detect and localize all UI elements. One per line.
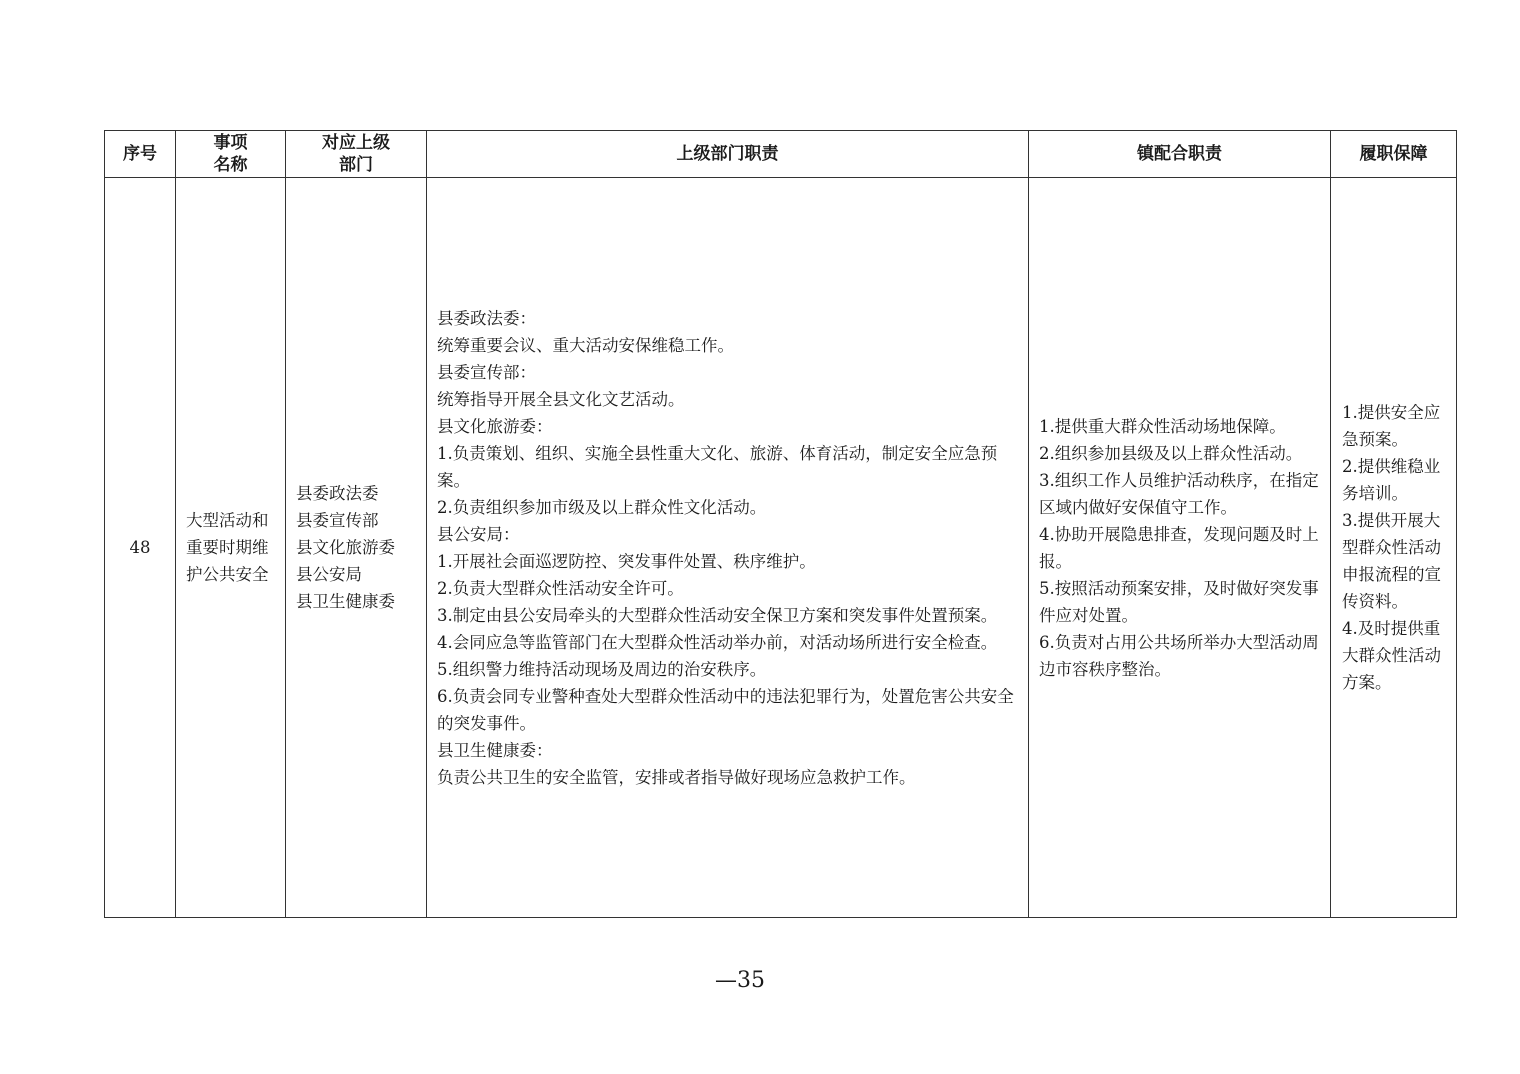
town-duty-line: 4.协助开展隐患排查，发现问题及时上报。 (1039, 524, 1319, 571)
upper-duty-line: 2.负责组织参加市级及以上群众性文化活动。 (437, 497, 767, 517)
duty-table (104, 130, 1457, 918)
cell-departments (286, 178, 427, 918)
header-item-name-line1: 事项 (213, 133, 248, 153)
town-duty-line: 6.负责对占用公共场所举办大型活动周边市容秩序整治。 (1039, 632, 1319, 679)
town-duty-line: 1.提供重大群众性活动场地保障。 (1039, 416, 1286, 436)
upper-duty-line: 统筹指导开展全县文化文艺活动。 (437, 389, 685, 409)
upper-duty-line: 县公安局： (437, 524, 520, 544)
upper-duty-line: 县委宣传部： (437, 362, 536, 382)
upper-duty-line: 县文化旅游委： (437, 416, 553, 436)
department-item: 县委政法委 (296, 484, 379, 503)
town-duty-line: 3.组织工作人员维护活动秩序，在指定区域内做好安保值守工作。 (1039, 470, 1319, 517)
upper-duty-line: 6.负责会同专业警种查处大型群众性活动中的违法犯罪行为，处置危害公共安全的突发事件。 (437, 686, 1014, 733)
department-item: 县卫生健康委 (296, 592, 395, 611)
header-department-line2: 部门 (339, 155, 373, 175)
upper-duty-line: 负责公共卫生的安全监管，安排或者指导做好现场应急救护工作。 (437, 767, 916, 787)
department-item: 县文化旅游委 (296, 538, 395, 557)
upper-duty-line: 2.负责大型群众性活动安全许可。 (437, 578, 684, 598)
upper-duty-line: 1.开展社会面巡逻防控、突发事件处置、秩序维护。 (437, 551, 816, 571)
header-upper-duties: 上级部门职责 (427, 131, 1029, 178)
header-item-name (176, 131, 286, 178)
header-seq: 序号 (105, 131, 176, 178)
department-item: 县公安局 (296, 565, 362, 584)
header-department-line1: 对应上级 (322, 133, 390, 153)
town-duty-line: 5.按照活动预案安排，及时做好突发事件应对处置。 (1039, 578, 1319, 625)
upper-duty-line: 4.会同应急等监管部门在大型群众性活动举办前，对活动场所进行安全检查。 (437, 632, 998, 652)
upper-duty-line: 县卫生健康委： (437, 740, 553, 760)
header-guarantee: 履职保障 (1331, 131, 1457, 178)
guarantee-line: 2.提供维稳业务培训。 (1342, 457, 1441, 503)
guarantee-line: 1.提供安全应急预案。 (1342, 403, 1441, 449)
cell-upper-duties (427, 178, 1029, 918)
upper-duty-line: 1.负责策划、组织、实施全县性重大文化、旅游、体育活动，制定安全应急预案。 (437, 443, 998, 490)
upper-duty-line: 统筹重要会议、重大活动安保维稳工作。 (437, 335, 734, 355)
header-department (286, 131, 427, 178)
guarantee-line: 3.提供开展大型群众性活动申报流程的宣传资料。 (1342, 511, 1441, 611)
guarantee-line: 4.及时提供重大群众性活动方案。 (1342, 619, 1441, 692)
upper-duty-line: 县委政法委： (437, 308, 536, 328)
upper-duty-line: 5.组织警力维持活动现场及周边的治安秩序。 (437, 659, 767, 679)
cell-town-duties (1029, 178, 1331, 918)
department-item: 县委宣传部 (296, 511, 379, 530)
town-duty-line: 2.组织参加县级及以上群众性活动。 (1039, 443, 1303, 463)
header-row (105, 131, 1457, 178)
page-number: —35 (715, 968, 765, 993)
cell-seq: 48 (105, 178, 176, 918)
table-row (105, 178, 1457, 918)
cell-guarantees (1331, 178, 1457, 918)
header-town-duties: 镇配合职责 (1029, 131, 1331, 178)
cell-item-name: 大型活动和重要时期维护公共安全 (176, 178, 286, 918)
upper-duty-line: 3.制定由县公安局牵头的大型群众性活动安全保卫方案和突发事件处置预案。 (437, 605, 998, 625)
header-item-name-line2: 名称 (213, 155, 248, 175)
